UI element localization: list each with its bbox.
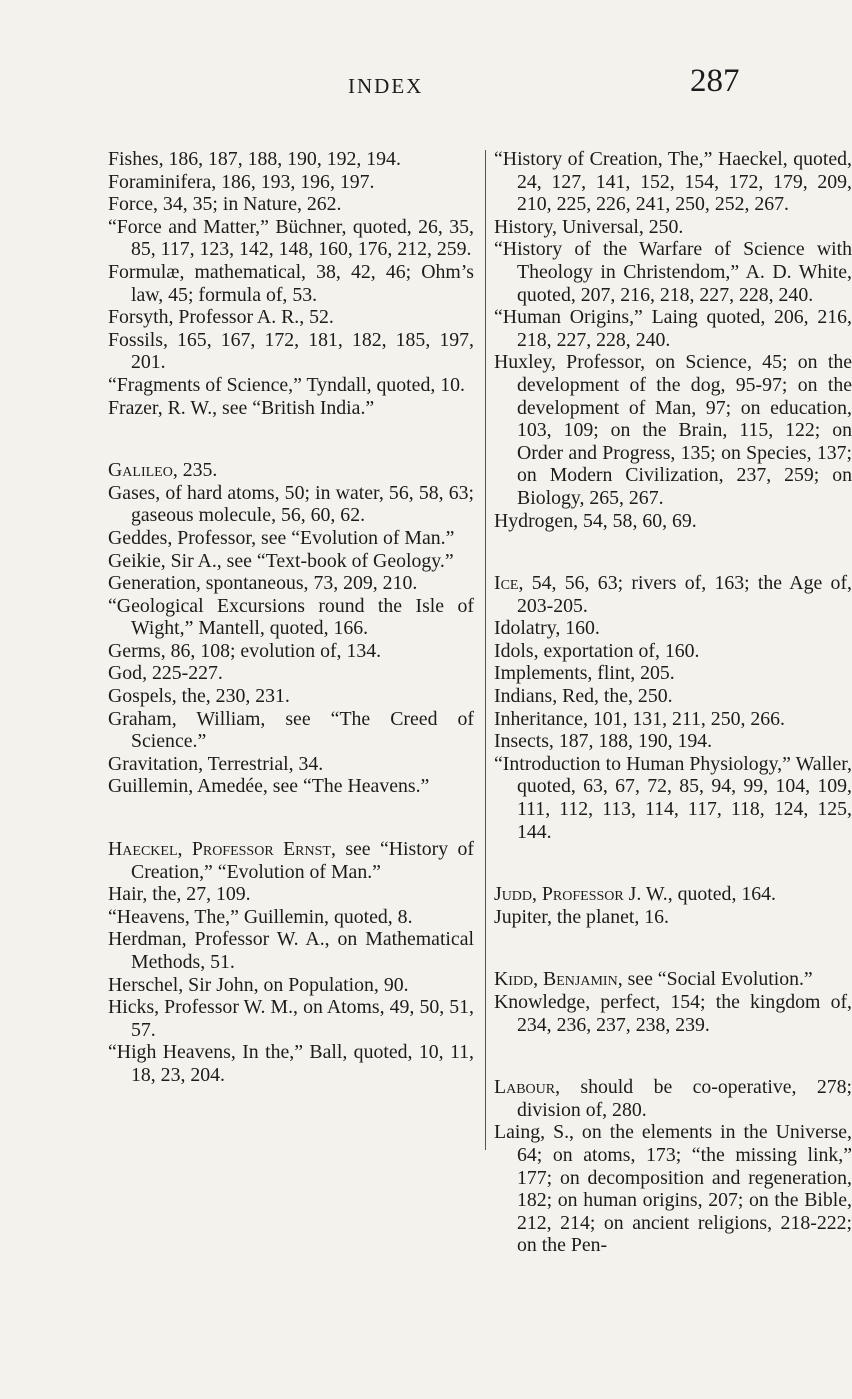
index-entry: Idolatry, 160. [494, 617, 600, 640]
index-entry: Forsyth, Professor A. R., 52. [108, 306, 334, 329]
index-entry: Herschel, Sir John, on Population, 90. [108, 973, 409, 996]
entry-lead: Galileo [108, 459, 173, 482]
index-entry: Gases, of hard atoms, 50; in water, 56, 58, 63; gaseous molecule, 56, 60, 62. [108, 481, 474, 527]
index-entry: Insects, 187, 188, 190, 194. [494, 730, 713, 753]
index-entry: Knowledge, perfect, 154; the kingdom of, 234, 236, 237, 238, 239. [494, 991, 852, 1036]
index-entry: Formulæ, mathematical, 38, 42, 46; Ohm’s law, 45; formula of, 53. [108, 260, 474, 306]
entry-lead: Kidd, Benjamin [494, 968, 618, 991]
index-entry: Germs, 86, 108; evolution of, 134. [108, 639, 382, 662]
index-column-right [494, 148, 852, 1257]
index-entry-section-start: Kidd, Benjamin, see “Social Evolution.” [494, 968, 813, 991]
entry-lead: Haeckel, Professor Ernst [108, 838, 331, 861]
running-title: INDEX [348, 74, 424, 98]
index-entry: Generation, spontaneous, 73, 209, 210. [108, 572, 418, 595]
index-entry: Graham, William, see “The Creed of Science.” [108, 707, 474, 753]
index-entry: Fossils, 165, 167, 172, 181, 182, 185, 197, 201. [108, 328, 474, 374]
index-entry: “Human Origins,” Laing quoted, 206, 216, 218, 227, 228, 240. [494, 306, 852, 351]
index-entry: Hair, the, 27, 109. [108, 883, 251, 906]
index-entry: History, Universal, 250. [494, 215, 684, 238]
index-entry: Indians, Red, the, 250. [494, 685, 673, 708]
index-entry: “Heavens, The,” Guillemin, quoted, 8. [108, 905, 413, 928]
index-entry: “Force and Matter,” Büchner, quoted, 26, 35, 85, 117, 123, 142, 148, 160, 176, 212, 259. [108, 215, 474, 261]
index-entry: “Introduction to Human Physiology,” Waller, quoted, 63, 67, 72, 85, 94, 99, 104, 109, 111, 112, 113, 114, 117, 118, 124, 125, 144. [494, 752, 852, 843]
index-entry: Geikie, Sir A., see “Text-book of Geology.” [108, 549, 454, 572]
index-entry: Hydrogen, 54, 58, 60, 69. [494, 509, 697, 532]
column-divider [485, 150, 486, 1150]
index-entry: Inheritance, 101, 131, 211, 250, 266. [494, 707, 785, 730]
index-entry: “Fragments of Science,” Tyndall, quoted, 10. [108, 373, 465, 396]
running-head [0, 60, 800, 100]
index-entry: Geddes, Professor, see “Evolution of Man.” [108, 526, 455, 549]
index-entry: Gravitation, Terrestrial, 34. [108, 752, 324, 775]
index-entry: Frazer, R. W., see “British India.” [108, 396, 375, 419]
entry-lead: Labour [494, 1076, 556, 1099]
index-entry-section-start: Galileo, 235. [108, 459, 218, 482]
index-entry: Laing, S., on the elements in the Universe, 64; on atoms, 173; “the missing link,” 177; on decomposition and regeneration, 182; on human origins, 207; on the Bible, 212, 214; on ancient religions, 218-222; on the Pen- [494, 1121, 852, 1257]
index-entry: Huxley, Professor, on Science, 45; on the development of the dog, 95-97; on the development of Man, 97; on education, 103, 109; on the Brain, 115, 122; on Order and Progress, 135; on Species, 137; on Modern Civilization, 237, 259; on Biology, 265, 267. [494, 351, 852, 509]
entry-lead: Ice [494, 572, 519, 595]
index-entry: Hicks, Professor W. M., on Atoms, 49, 50, 51, 57. [108, 996, 474, 1041]
entry-lead: Judd, Professor J. W. [494, 883, 668, 906]
index-entry: “History of Creation, The,” Haeckel, quoted, 24, 127, 141, 152, 154, 172, 179, 209, 210, 225, 226, 241, 250, 252, 267. [494, 148, 852, 216]
index-entry-section-start: Judd, Professor J. W., quoted, 164. [494, 883, 776, 906]
index-entry-section-start: Haeckel, Professor Ernst, see “History of Creation,” “Evolution of Man.” [108, 838, 474, 883]
index-entry: Gospels, the, 230, 231. [108, 685, 290, 708]
index-entry: “History of the Warfare of Science with Theology in Christendom,” A. D. White, quoted, 207, 216, 218, 227, 228, 240. [494, 238, 852, 306]
index-entry-section-start: Labour, should be co-operative, 278; division of, 280. [494, 1076, 852, 1121]
index-entry: Fishes, 186, 187, 188, 190, 192, 194. [108, 148, 401, 170]
index-entry: “High Heavens, In the,” Ball, quoted, 10, 11, 18, 23, 204. [108, 1041, 474, 1086]
index-entry: Foraminifera, 186, 193, 196, 197. [108, 170, 375, 193]
index-entry: Guillemin, Amedée, see “The Heavens.” [108, 775, 430, 798]
index-entry: Idols, exportation of, 160. [494, 639, 700, 662]
index-entry-section-start: Ice, 54, 56, 63; rivers of, 163; the Age of, 203-205. [494, 572, 852, 617]
index-entry: God, 225-227. [108, 662, 223, 685]
page-number: 287 [690, 63, 740, 99]
index-column-left [108, 148, 474, 1087]
index-entry: Herdman, Professor W. A., on Mathematical Methods, 51. [108, 928, 474, 973]
index-entry: Jupiter, the planet, 16. [494, 905, 669, 928]
index-entry: Force, 34, 35; in Nature, 262. [108, 193, 342, 216]
index-entry: “Geological Excursions round the Isle of Wight,” Mantell, quoted, 166. [108, 594, 474, 640]
index-entry: Implements, flint, 205. [494, 662, 675, 685]
